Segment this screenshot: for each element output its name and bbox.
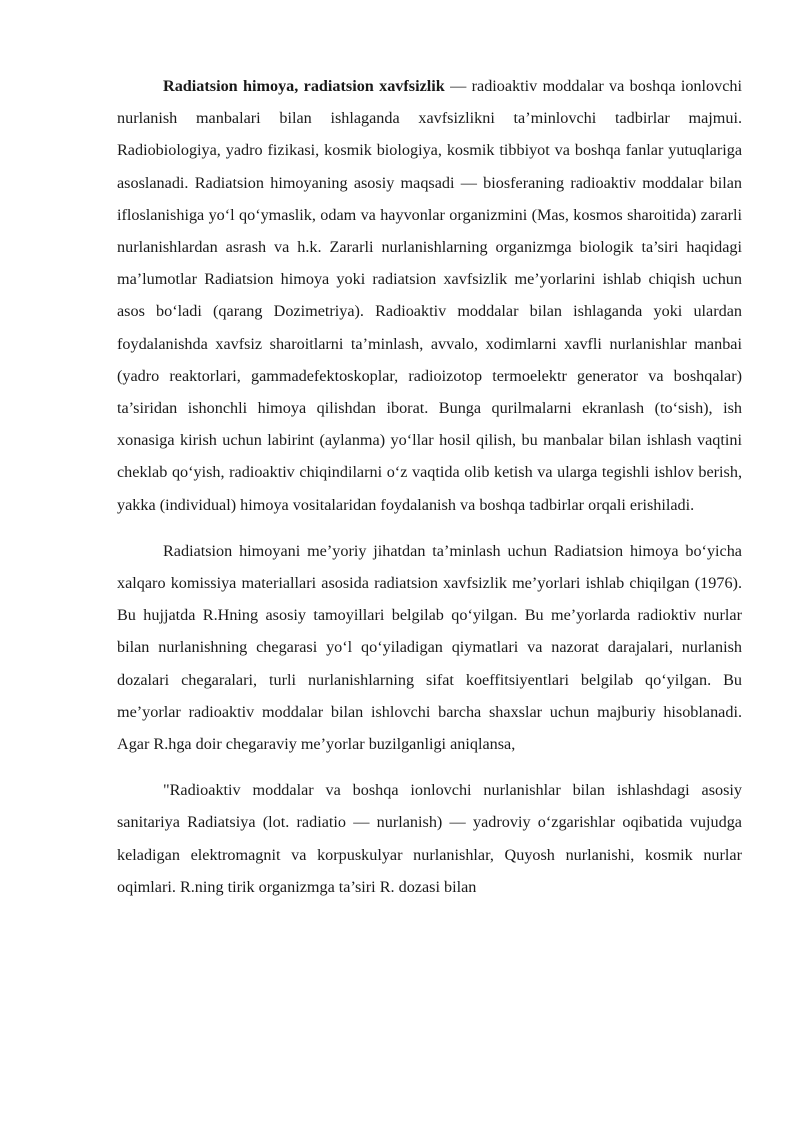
paragraph-3: "Radioaktiv moddalar va boshqa ionlovchi nurlanishlar bilan ishlashdagi asosiy sanitariya Radiatsiya (lot. radiatio — nurlanish) — yadroviy o‘zgarishlar oqibatida vujudga keladigan elektromagnit va korpuskulyar nurlanishlar, Quyosh nurlanishi, kosmik nurlar oqimlari. R.ning tirik organizmga ta’siri R. dozasi bilan [117,781,742,896]
paragraph-1-text: — radioaktiv moddalar va boshqa ionlovchi nurlanish manbalari bilan ishlaganda xavfsizlikni ta’minlovchi tadbirlar majmui. Radiobiologiya, yadro fizikasi, kosmik biologiya, kosmik tibbiyot va boshqa fanlar yutuqlariga asoslanadi. Radiatsion himoyaning asosiy maqsadi — biosferaning radioaktiv moddalar bilan ifloslanishiga yo‘l qo‘ymaslik, odam va hayvonlar organizmini (Mas, kosmos sharoitida) zararli nurlanishlardan asrash va h.k. Zararli nurlanishlarning organizmga biologik ta’siri haqidagi ma’lumotlar Radiatsion himoya yoki radiatsion xavfsizlik me’yorlarini ishlab chiqish uchun asos bo‘ladi (qarang Dozimetriya). Radioaktiv moddalar bilan ishlaganda yoki ulardan foydalanishda xavfsiz sharoitlarni ta’minlash, avvalo, xodimlarni xavfli nurlanishlar manbai (yadro reaktorlari, gammadefektoskoplar, radioizotop termoelektr generator va boshqalar) ta’siridan ishonchli himoya qilishdan iborat. Bunga qurilmalarni ekranlash (to‘sish), ish xonasiga kirish uchun labirint (aylanma) yo‘llar hosil qilish, bu manbalar bilan ishlash vaqtini cheklab qo‘yish, radioaktiv chiqindilarni o‘z vaqtida olib ketish va ularga tegishli ishlov berish, yakka (individual) himoya vositalaridan foydalanish va boshqa tadbirlar orqali erishiladi. [117,77,742,514]
document-page [117,70,742,917]
term-heading: Radiatsion himoya, radiatsion xavfsizlik [163,77,445,95]
paragraph-2: Radiatsion himoyani me’yoriy jihatdan ta’minlash uchun Radiatsion himoya bo‘yicha xalqaro komissiya materiallari asosida radiatsion xavfsizlik me’yorlari ishlab chiqilgan (1976). Bu hujjatda R.Hning asosiy tamoyillari belgilab qo‘yilgan. Bu me’yorlarda radioktiv nurlar bilan nurlanishning chegarasi yo‘l qo‘yiladigan qiymatlari va nazorat darajalari, nurlanish dozalari chegaralari, turli nurlanishlarning sifat koeffitsiyentlari belgilab qo‘yilgan. Bu me’yorlar radioaktiv moddalar bilan ishlovchi barcha shaxslar uchun majburiy hisoblanadi. Agar R.hga doir chegaraviy me’yorlar buzilganligi aniqlansa, [117,541,742,754]
paragraph-1 [117,70,742,521]
